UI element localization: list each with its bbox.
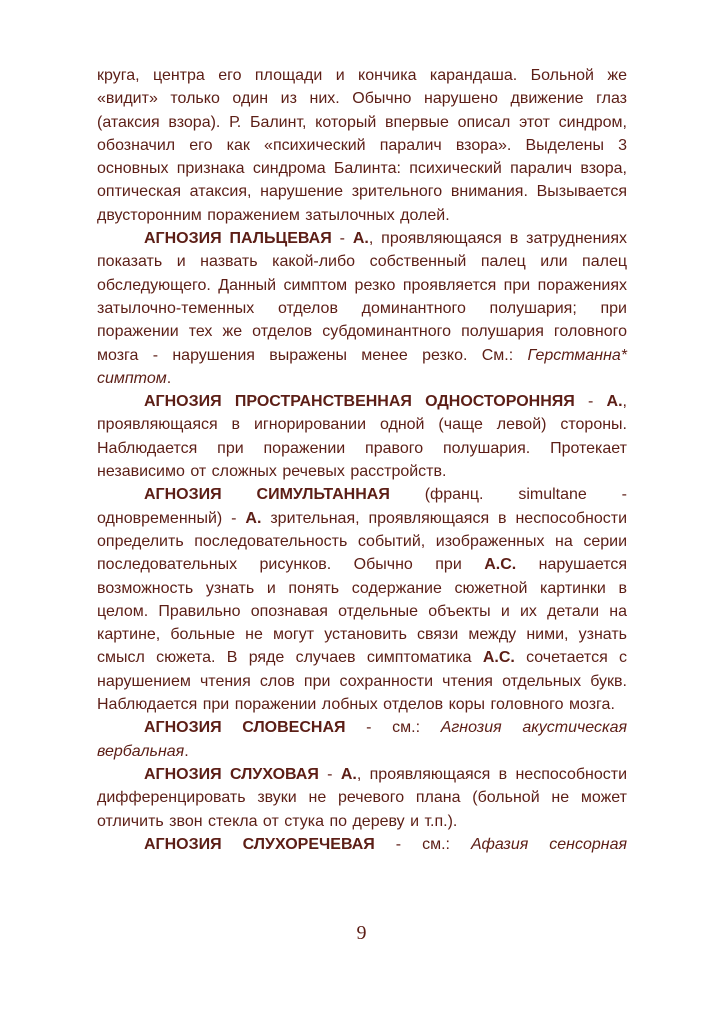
paragraph <box>97 390 627 483</box>
body-text: сочетается с нарушением чтения слов при сохранности чтения отдельных букв. Наблюдается при поражении лобных отделов коры головного мозга. <box>97 649 628 714</box>
body-text: , проявляющаяся в игнорировании одной (чаще левой) стороны. Наблюдается при поражении правого полушария. Протекает независимо от сложных речевых расстройств. <box>97 393 627 481</box>
term-text: А.С. <box>482 649 515 667</box>
term-text: АГНОЗИЯ СИМУЛЬТАННАЯ <box>144 486 390 504</box>
reference-text: Афазия сенсорная <box>470 835 628 853</box>
body-text: - см.: <box>374 835 471 853</box>
paragraph <box>97 483 627 716</box>
body-text: (франц. simultane - одновременный) - <box>97 486 627 527</box>
page-number: 9 <box>356 922 367 944</box>
paragraph <box>97 227 627 390</box>
term-text: АГНОЗИЯ ПАЛЬЦЕВАЯ <box>144 230 332 248</box>
body-text: нарушается возможность узнать и понять содержание сюжетной картинки в целом. Правильно опознавая отдельные объекты и их детали на картине, больные не могут установить связи между ними, узнать смысл сюжета. В ряде случаев симптоматика <box>97 556 628 667</box>
body-text: - <box>574 393 607 411</box>
paragraph <box>97 716 627 763</box>
term-text: А. <box>340 765 357 783</box>
body-text: - <box>331 230 353 248</box>
body-text: . <box>184 742 189 760</box>
reference-text: Герстманна* симптом <box>97 346 627 387</box>
paragraph <box>97 763 627 833</box>
term-text: АГНОЗИЯ СЛОВЕСНАЯ <box>144 719 346 737</box>
paragraph <box>97 64 627 227</box>
term-text: А. <box>606 393 623 411</box>
term-text: АГНОЗИЯ СЛУХОВАЯ <box>144 765 319 783</box>
body-text: . <box>166 369 172 387</box>
term-text: А. <box>352 230 369 248</box>
body-text: круга, центра его площади и кончика карандаша. Больной же «видит» только один из них. Обычно нарушено движение глаз (атаксия взора). Р. Балинт, который впервые описал этот синдром, обозначил его как «психический паралич взора». Выделены 3 основных признака синдрома Балинта: психический паралич взора, оптическая атаксия, нарушение зрительного внимания. Вызывается двусторонним поражением затылочных долей. <box>97 67 627 224</box>
paragraph <box>97 833 627 856</box>
body-text: , проявляющаяся в затруднениях показать и назвать какой-либо собственный палец или палец обследующего. Данный симптом резко проявляется при поражениях затылочно-теменных отделов доминантного полушария; при поражении тех же отделов субдоминантного полушария головного мозга - нарушения выражены менее резко. См.: <box>97 230 628 364</box>
body-text: - см.: <box>345 719 441 737</box>
term-text: АГНОЗИЯ СЛУХОРЕЧЕВАЯ <box>144 835 375 853</box>
term-text: А. <box>245 509 262 527</box>
term-text: А.С. <box>484 556 517 574</box>
body-text: - <box>318 765 341 783</box>
text-column <box>97 64 627 856</box>
body-text: , проявляющаяся в неспособности дифференцировать звуки не речевого плана (больной не может отличить звон стекла от стука по дереву и т.п.). <box>97 765 628 830</box>
body-text: зрительная, проявляющаяся в неспособности определить последовательность событий, изображенных на серии последовательных рисунков. Обычно при <box>97 509 627 574</box>
term-text: АГНОЗИЯ ПРОСТРАНСТВЕННАЯ ОДНОСТОРОННЯЯ <box>144 393 575 411</box>
reference-text: Агнозия акустическая вербальная <box>97 719 628 760</box>
